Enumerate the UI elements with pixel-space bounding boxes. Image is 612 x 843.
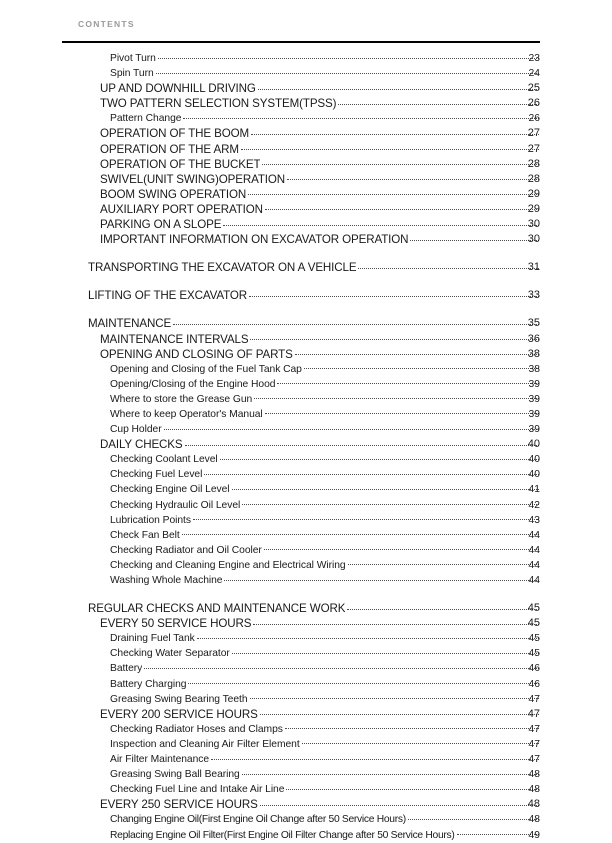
- toc-entry[interactable]: [0, 232, 612, 247]
- toc-entry-page-number: 40: [528, 469, 540, 481]
- toc-entry-page-number: 30: [527, 233, 540, 246]
- table-of-contents: [0, 51, 612, 843]
- toc-entry-title: Pivot Turn: [110, 53, 156, 64]
- toc-entry-title: Checking Fuel Line and Intake Air Line: [110, 784, 285, 796]
- toc-dot-leader: [265, 208, 539, 210]
- toc-entry[interactable]: [0, 172, 612, 187]
- toc-dot-leader: [253, 623, 539, 625]
- toc-dot-leader: [188, 682, 539, 684]
- toc-entry[interactable]: [0, 407, 612, 422]
- toc-entry-page-number: 43: [528, 514, 540, 526]
- toc-entry-title: Draining Fuel Tank: [110, 633, 195, 645]
- toc-entry-title: Check Fan Belt: [110, 529, 180, 541]
- toc-dot-leader: [285, 727, 539, 729]
- toc-dot-leader: [260, 713, 539, 715]
- header-divider: [62, 41, 540, 43]
- toc-entry-title: Replacing Engine Oil Filter(First Engine Oil Filter Change after 50 Service Hours): [110, 829, 455, 841]
- toc-dot-leader: [347, 608, 539, 610]
- toc-dot-leader: [156, 72, 539, 74]
- toc-entry-title: EVERY 200 SERVICE HOURS: [100, 707, 258, 721]
- toc-entry[interactable]: [0, 81, 612, 96]
- toc-entry[interactable]: [0, 482, 612, 497]
- toc-entry[interactable]: [0, 51, 612, 66]
- toc-entry-title: Inspection and Cleaning Air Filter Element: [110, 738, 300, 750]
- toc-entry-page-number: 26: [528, 113, 540, 125]
- toc-entry-title: MAINTENANCE: [88, 317, 172, 331]
- toc-entry[interactable]: [0, 202, 612, 217]
- toc-entry-page-number: 28: [527, 157, 540, 170]
- toc-entry-title: Air Filter Maintenance: [110, 754, 210, 766]
- toc-entry-page-number: 47: [528, 738, 540, 750]
- toc-entry-title: Checking Radiator Hoses and Clamps: [110, 723, 283, 735]
- toc-entry-page-number: 44: [528, 529, 540, 541]
- toc-entry-page-number: 31: [527, 261, 540, 274]
- toc-entry-title: PARKING ON A SLOPE: [100, 218, 222, 232]
- toc-entry-title: Checking Coolant Level: [110, 454, 218, 466]
- toc-entry[interactable]: [0, 752, 612, 767]
- toc-entry-page-number: 46: [528, 678, 540, 690]
- toc-entry-title: UP AND DOWNHILL DRIVING: [100, 82, 256, 96]
- toc-entry-title: OPERATION OF THE BUCKET: [100, 157, 261, 171]
- toc-dot-leader: [260, 804, 539, 806]
- toc-entry[interactable]: [0, 422, 612, 437]
- toc-entry-page-number: 41: [528, 484, 540, 496]
- toc-dot-leader: [164, 428, 539, 430]
- toc-dot-leader: [173, 323, 539, 325]
- toc-dot-leader: [248, 193, 539, 195]
- toc-entry-title: OPERATION OF THE BOOM: [100, 127, 250, 141]
- toc-entry[interactable]: [0, 601, 612, 616]
- toc-entry-title: Changing Engine Oil(First Engine Oil Change after 50 Service Hours): [110, 814, 406, 826]
- toc-entry-title: Lubrication Points: [110, 514, 191, 526]
- toc-entry-title: Greasing Swing Ball Bearing: [110, 769, 240, 781]
- toc-entry-page-number: 48: [528, 769, 540, 781]
- toc-entry-page-number: 39: [528, 408, 540, 420]
- toc-entry[interactable]: [0, 646, 612, 661]
- toc-dot-leader: [158, 57, 539, 59]
- toc-entry-page-number: 44: [528, 575, 540, 586]
- toc-entry-title: TRANSPORTING THE EXCAVATOR ON A VEHICLE: [88, 261, 357, 275]
- toc-entry[interactable]: [0, 347, 612, 362]
- toc-dot-leader: [302, 742, 539, 744]
- toc-dot-leader: [286, 788, 539, 790]
- toc-entry[interactable]: [0, 316, 612, 331]
- toc-entry[interactable]: [0, 737, 612, 752]
- toc-entry-page-number: 47: [528, 723, 540, 735]
- toc-entry[interactable]: [0, 616, 612, 631]
- toc-entry[interactable]: [0, 111, 612, 126]
- toc-entry-page-number: 39: [528, 424, 540, 436]
- toc-entry[interactable]: [0, 437, 612, 452]
- toc-entry[interactable]: [0, 631, 612, 646]
- toc-entry-title: EVERY 50 SERVICE HOURS: [100, 617, 252, 631]
- page-header-label: CONTENTS: [78, 19, 135, 29]
- toc-dot-leader: [185, 444, 539, 446]
- toc-entry-page-number: 45: [528, 648, 540, 660]
- toc-dot-leader: [220, 458, 539, 460]
- toc-entry-title: Opening and Closing of the Fuel Tank Cap: [110, 363, 302, 375]
- toc-dot-leader: [182, 533, 539, 535]
- toc-entry-page-number: 47: [527, 707, 540, 720]
- toc-entry[interactable]: [0, 661, 612, 676]
- toc-entry[interactable]: [0, 157, 612, 172]
- toc-entry-title: Pattern Change: [110, 113, 182, 125]
- toc-entry[interactable]: [0, 812, 612, 827]
- toc-entry[interactable]: [0, 543, 612, 558]
- toc-entry-title: Where to keep Operator's Manual: [110, 408, 263, 420]
- toc-entry-page-number: 47: [528, 693, 540, 705]
- toc-entry-title: SWIVEL(UNIT SWING)OPERATION: [100, 172, 286, 186]
- toc-dot-leader: [265, 412, 539, 414]
- toc-entry-title: Checking Fuel Level: [110, 469, 203, 481]
- toc-dot-leader: [144, 667, 539, 669]
- toc-entry[interactable]: [0, 96, 612, 111]
- toc-dot-leader: [232, 488, 539, 490]
- toc-entry[interactable]: [0, 767, 612, 782]
- toc-entry[interactable]: [0, 677, 612, 692]
- toc-entry-page-number: 48: [528, 784, 540, 796]
- toc-dot-leader: [251, 133, 539, 135]
- toc-dot-leader: [211, 758, 539, 760]
- toc-dot-leader: [338, 103, 539, 105]
- toc-entry-title: BOOM SWING OPERATION: [100, 187, 247, 201]
- toc-dot-leader: [348, 563, 539, 565]
- toc-entry-page-number: 44: [528, 544, 540, 556]
- toc-dot-leader: [249, 295, 539, 297]
- toc-entry-page-number: 36: [527, 332, 540, 345]
- toc-entry[interactable]: [0, 797, 612, 812]
- toc-dot-leader: [204, 473, 539, 475]
- toc-entry[interactable]: [0, 126, 612, 141]
- toc-entry-page-number: 29: [527, 187, 540, 200]
- toc-entry-page-number: 48: [527, 798, 540, 811]
- toc-entry[interactable]: [0, 513, 612, 528]
- toc-entry-page-number: 27: [527, 127, 540, 140]
- toc-entry-title: Checking Hydraulic Oil Level: [110, 499, 241, 511]
- toc-entry-page-number: 39: [528, 393, 540, 405]
- toc-entry-title: Checking Radiator and Oil Cooler: [110, 544, 262, 556]
- toc-entry-page-number: 24: [528, 68, 540, 80]
- toc-dot-leader: [183, 117, 539, 119]
- toc-entry-title: OPENING AND CLOSING OF PARTS: [100, 347, 293, 361]
- toc-entry[interactable]: [0, 362, 612, 377]
- toc-entry-title: Battery Charging: [110, 678, 187, 690]
- toc-entry-title: Checking Engine Oil Level: [110, 484, 230, 496]
- toc-dot-leader: [224, 579, 539, 581]
- toc-entry-title: OPERATION OF THE ARM: [100, 142, 239, 156]
- toc-dot-leader: [242, 503, 539, 505]
- toc-entry[interactable]: [0, 142, 612, 157]
- toc-dot-leader: [254, 397, 539, 399]
- toc-entry-title: MAINTENANCE INTERVALS: [100, 332, 249, 346]
- toc-entry[interactable]: [0, 707, 612, 722]
- toc-entry-title: Opening/Closing of the Engine Hood: [110, 378, 276, 390]
- toc-entry-title: LIFTING OF THE EXCAVATOR: [88, 289, 248, 303]
- toc-entry[interactable]: [0, 558, 612, 573]
- toc-entry-title: EVERY 250 SERVICE HOURS: [100, 798, 258, 812]
- toc-entry-page-number: 40: [528, 454, 540, 466]
- toc-dot-leader: [358, 267, 539, 269]
- toc-entry-title: Checking Water Separator: [110, 648, 230, 660]
- toc-dot-leader: [258, 88, 539, 90]
- toc-entry-title: Washing Whole Machine: [110, 575, 223, 586]
- toc-entry[interactable]: [0, 467, 612, 482]
- toc-entry-page-number: 47: [528, 754, 540, 766]
- toc-entry-page-number: 30: [527, 218, 540, 231]
- toc-entry-page-number: 40: [527, 438, 540, 451]
- toc-dot-leader: [197, 637, 539, 639]
- toc-entry-page-number: 35: [527, 317, 540, 330]
- toc-dot-leader: [304, 367, 539, 369]
- toc-dot-leader: [277, 382, 539, 384]
- toc-entry-title: Greasing Swing Bearing Teeth: [110, 693, 248, 705]
- toc-dot-leader: [295, 353, 539, 355]
- toc-entry-page-number: 27: [527, 142, 540, 155]
- toc-entry-title: Cup Holder: [110, 424, 162, 436]
- toc-entry[interactable]: [0, 187, 612, 202]
- toc-entry-page-number: 29: [527, 202, 540, 215]
- toc-entry-page-number: 44: [528, 559, 540, 571]
- toc-entry-page-number: 28: [527, 172, 540, 185]
- toc-entry-title: TWO PATTERN SELECTION SYSTEM(TPSS): [100, 97, 337, 111]
- toc-entry[interactable]: [0, 722, 612, 737]
- toc-entry[interactable]: [0, 217, 612, 232]
- toc-entry[interactable]: [0, 377, 612, 392]
- toc-entry-page-number: 39: [528, 378, 540, 390]
- toc-entry-page-number: 45: [527, 617, 540, 630]
- toc-entry-page-number: 42: [528, 499, 540, 511]
- toc-entry-title: Spin Turn: [110, 68, 154, 80]
- toc-entry-title: Checking and Cleaning Engine and Electrical Wiring: [110, 559, 346, 571]
- toc-entry[interactable]: [0, 692, 612, 707]
- toc-dot-leader: [250, 697, 539, 699]
- toc-entry-title: REGULAR CHECKS AND MAINTENANCE WORK: [88, 602, 346, 616]
- toc-entry-title: Where to store the Grease Gun: [110, 393, 253, 405]
- toc-entry-page-number: 45: [527, 602, 540, 615]
- toc-dot-leader: [193, 518, 539, 520]
- toc-dot-leader: [223, 224, 539, 226]
- toc-entry[interactable]: [0, 332, 612, 347]
- toc-entry-page-number: 49: [528, 829, 540, 841]
- toc-entry-page-number: 46: [528, 663, 540, 675]
- toc-entry[interactable]: [0, 392, 612, 407]
- toc-entry[interactable]: [0, 828, 612, 843]
- toc-dot-leader: [242, 773, 539, 775]
- toc-entry-title: IMPORTANT INFORMATION ON EXCAVATOR OPERATION: [100, 233, 409, 247]
- toc-entry-page-number: 23: [528, 53, 540, 64]
- toc-entry-page-number: 33: [527, 289, 540, 302]
- toc-entry[interactable]: [0, 782, 612, 797]
- toc-dot-leader: [250, 338, 539, 340]
- toc-entry[interactable]: [0, 66, 612, 81]
- toc-entry-title: AUXILIARY PORT OPERATION: [100, 202, 263, 216]
- toc-entry[interactable]: [0, 498, 612, 513]
- toc-entry-page-number: 25: [527, 82, 540, 95]
- toc-entry-page-number: 38: [527, 347, 540, 360]
- toc-dot-leader: [287, 178, 539, 180]
- toc-entry[interactable]: [0, 260, 612, 275]
- toc-entry-page-number: 26: [527, 97, 540, 110]
- toc-entry[interactable]: [0, 452, 612, 467]
- toc-entry-title: DAILY CHECKS: [100, 438, 183, 452]
- toc-entry[interactable]: [0, 573, 612, 588]
- toc-dot-leader: [262, 163, 539, 165]
- toc-dot-leader: [232, 652, 539, 654]
- toc-entry-title: Battery: [110, 663, 143, 675]
- toc-dot-leader: [241, 148, 539, 150]
- toc-entry[interactable]: [0, 288, 612, 303]
- toc-entry-page-number: 38: [528, 363, 540, 375]
- toc-entry-page-number: 45: [528, 633, 540, 645]
- toc-dot-leader: [264, 548, 539, 550]
- toc-entry-page-number: 48: [528, 814, 540, 826]
- toc-entry[interactable]: [0, 528, 612, 543]
